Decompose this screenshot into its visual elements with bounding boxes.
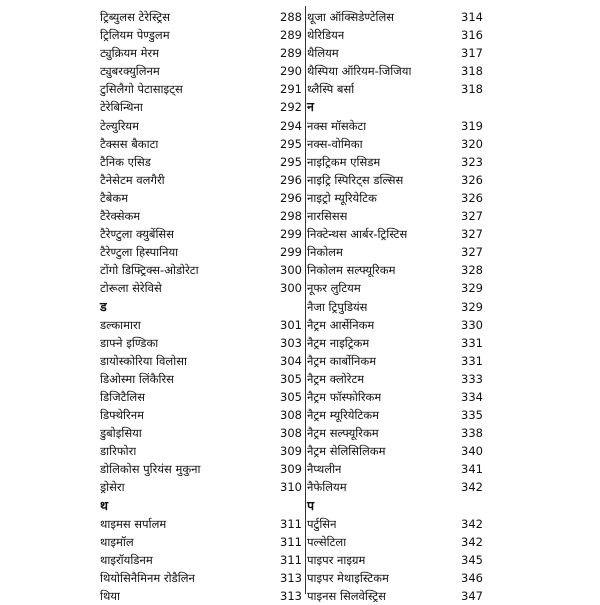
entry-term: ट्रिलियम पेण्डुलम (100, 28, 170, 43)
entry-term: पाइनस सिलवेस्ट्रिस (307, 589, 386, 603)
index-entry (100, 587, 302, 605)
entry-page-number: 333 (461, 371, 483, 386)
entry-page-number: 288 (280, 10, 302, 24)
entry-page-number: 311 (280, 534, 302, 549)
entry-term: नैट्रम कार्बोनिकम (307, 353, 377, 368)
index-entry (307, 515, 485, 533)
entry-term: नाइट्रो म्यूरियेटिक (307, 190, 377, 205)
index-entry (100, 515, 302, 533)
entry-term: नक्स-वोमिका (307, 136, 363, 151)
index-entry (307, 424, 485, 442)
entry-page-number: 290 (280, 64, 302, 79)
entry-page-number: 318 (461, 64, 483, 79)
index-entry (307, 569, 485, 587)
index-entry (100, 117, 302, 135)
entry-page-number: 311 (280, 516, 302, 531)
entry-term: थिया (100, 589, 120, 603)
entry-term: टोंगो डिफ्ट्रिक्स-ओडोरेटा (100, 263, 199, 278)
index-entry (100, 442, 302, 460)
entry-term: टेरेबिन्थिना (100, 100, 143, 115)
index-entry (307, 171, 485, 189)
entry-term: डायोस्कोरिया विलोसा (100, 353, 187, 368)
entry-term: नक्स मॉसकेटा (307, 118, 367, 133)
index-entry (100, 189, 302, 207)
entry-page-number: 300 (280, 263, 302, 278)
index-entry (100, 98, 302, 116)
index-entry (100, 406, 302, 424)
entry-page-number: 335 (461, 408, 483, 423)
entry-term: नाइट्रि स्पिरिट्स डल्सिस (307, 172, 404, 187)
entry-page-number: 342 (461, 516, 483, 531)
index-entry (307, 478, 485, 496)
entry-page-number: 338 (461, 426, 483, 441)
entry-term: टैबेकम (100, 190, 129, 205)
entry-page-number: 303 (280, 335, 302, 350)
entry-page-number: 329 (461, 281, 483, 296)
index-entry (100, 261, 302, 279)
index-entry (307, 370, 485, 388)
index-entry (307, 153, 485, 171)
entry-page-number: 342 (461, 534, 483, 549)
entry-term: नैट्रम नाइट्रिकम (307, 335, 370, 350)
entry-term: डिफ्थेरिनम (100, 408, 144, 423)
entry-term: टुसिलैगो पेटासाइट्स (100, 82, 183, 97)
entry-page-number: 310 (280, 480, 302, 495)
entry-term: डाफ्ने इण्डिका (100, 335, 159, 350)
index-entry (307, 225, 485, 243)
index-entry (100, 26, 302, 44)
entry-term: थैस्पिया ऑरियम-जिजिया (307, 64, 412, 79)
entry-term: निकोलम सल्फ्यूरिकम (307, 263, 396, 278)
entry-term: पल्सेटिला (307, 534, 347, 549)
section-letter-heading: प (307, 497, 315, 513)
index-entry (307, 44, 485, 62)
index-entry (100, 334, 302, 352)
entry-term: ट्रिब्युलस टेरेस्ट्रिस (100, 10, 171, 24)
index-entry (307, 533, 485, 551)
entry-page-number: 316 (461, 28, 483, 43)
entry-page-number: 340 (461, 444, 483, 459)
index-entry (100, 460, 302, 478)
index-entry (307, 279, 485, 297)
entry-page-number: 308 (280, 426, 302, 441)
entry-page-number: 309 (280, 462, 302, 477)
index-entry (307, 298, 485, 316)
index-entry (100, 153, 302, 171)
index-entry (100, 80, 302, 98)
entry-page-number: 329 (461, 299, 483, 314)
index-entry (100, 370, 302, 388)
entry-page-number: 314 (461, 10, 483, 24)
entry-term: पर्टुसिन (307, 516, 337, 531)
entry-page-number: 326 (461, 172, 483, 187)
entry-page-number: 327 (461, 227, 483, 242)
entry-term: ट्युबरक्युलिनम (100, 64, 160, 79)
index-entry (307, 406, 485, 424)
entry-page-number: 301 (280, 317, 302, 332)
index-entry (100, 388, 302, 406)
entry-page-number: 299 (280, 245, 302, 260)
entry-term: नैजा ट्रिपुडियंस (307, 299, 368, 314)
index-entry (307, 334, 485, 352)
index-entry (100, 135, 302, 153)
entry-term: थैलियम (307, 46, 339, 61)
section-letter-heading: ड (100, 298, 107, 314)
index-entry (100, 316, 302, 334)
index-entry (100, 352, 302, 370)
entry-page-number: 289 (280, 46, 302, 61)
entry-term: नैफेलियम (307, 480, 347, 495)
entry-page-number: 292 (280, 100, 302, 115)
entry-page-number: 291 (280, 82, 302, 97)
entry-term: पाइपर मेथाइस्टिकम (307, 570, 389, 585)
index-entry (100, 279, 302, 297)
index-entry (307, 135, 485, 153)
entry-term: ड्रोसेरा (100, 480, 125, 495)
index-entry (100, 243, 302, 261)
entry-page-number: 308 (280, 408, 302, 423)
index-entry (100, 551, 302, 569)
column-divider (305, 6, 306, 594)
index-entry (100, 207, 302, 225)
entry-page-number: 294 (280, 118, 302, 133)
entry-term: पाइपर नाइग्रम (307, 552, 366, 567)
entry-term: नैट्रम आर्सेनिकम (307, 317, 375, 332)
entry-term: नाइट्रिकम एसिडम (307, 154, 381, 169)
entry-term: डिओस्मा लिंकैरिस (100, 371, 174, 386)
entry-page-number: 317 (461, 46, 483, 61)
entry-term: नैट्रम म्यूरियेटिकम (307, 408, 379, 423)
entry-term: नूफर लुटियम (307, 281, 361, 296)
index-entry (100, 8, 302, 26)
entry-term: थाइमॉल (100, 534, 134, 549)
entry-page-number: 341 (461, 462, 483, 477)
entry-term: डिजिटैलिस (100, 389, 145, 404)
index-entry (307, 261, 485, 279)
entry-page-number: 345 (461, 552, 483, 567)
entry-term: टैनिक एसिड (100, 154, 151, 169)
index-entry (307, 551, 485, 569)
index-entry (307, 388, 485, 406)
entry-term: निकोलम (307, 245, 343, 260)
entry-page-number: 320 (461, 136, 483, 151)
entry-page-number: 328 (461, 263, 483, 278)
index-entry (100, 533, 302, 551)
entry-term: नैप्थलीन (307, 462, 342, 477)
index-entry (307, 207, 485, 225)
entry-page-number: 296 (280, 172, 302, 187)
entry-page-number: 330 (461, 317, 483, 332)
entry-term: नैट्रम सल्फ्यूरिकम (307, 426, 379, 441)
entry-page-number: 300 (280, 281, 302, 296)
index-entry (100, 44, 302, 62)
entry-page-number: 331 (461, 335, 483, 350)
entry-page-number: 318 (461, 82, 483, 97)
entry-term: टैरेण्टुला हिस्पानिया (100, 245, 179, 260)
entry-page-number: 346 (461, 570, 483, 585)
entry-term: टोरूला सेरेविसे (100, 281, 162, 296)
entry-page-number: 327 (461, 245, 483, 260)
entry-term: डोलिकोस पुरियंस मुकुना (100, 462, 201, 477)
entry-term: टैरेक्सेकम (100, 209, 141, 224)
entry-term: टेल्युरियम (100, 118, 139, 133)
entry-page-number: 305 (280, 371, 302, 386)
index-entry (307, 460, 485, 478)
entry-page-number: 347 (461, 589, 483, 603)
entry-term: नैट्रम क्लोरेटम (307, 371, 365, 386)
entry-term: डल्कामारा (100, 317, 141, 332)
index-entry (307, 243, 485, 261)
index-entry (307, 117, 485, 135)
entry-page-number: 304 (280, 353, 302, 368)
index-entry (307, 442, 485, 460)
index-entry (100, 569, 302, 587)
entry-page-number: 311 (280, 552, 302, 567)
section-letter-heading: न (307, 99, 314, 115)
entry-page-number: 342 (461, 480, 483, 495)
entry-term: थियोसिनैमिनम रोडैलिन (100, 570, 195, 585)
index-entry (100, 62, 302, 80)
entry-page-number: 331 (461, 353, 483, 368)
index-entry (100, 478, 302, 496)
index-entry (307, 316, 485, 334)
index-entry (307, 26, 485, 44)
entry-term: नैट्रम फॉस्फोरिकम (307, 389, 382, 404)
entry-page-number: 296 (280, 190, 302, 205)
entry-page-number: 326 (461, 190, 483, 205)
entry-page-number: 295 (280, 154, 302, 169)
index-entry (307, 189, 485, 207)
entry-term: डारिफोरा (100, 444, 137, 459)
entry-page-number: 299 (280, 227, 302, 242)
entry-term: निक्टेन्थस आर्बर-ट्रिस्टिस (307, 227, 408, 242)
index-entry (307, 8, 485, 26)
entry-page-number: 327 (461, 209, 483, 224)
entry-term: डुबोइसिया (100, 426, 142, 441)
index-entry (307, 80, 485, 98)
index-entry (307, 62, 485, 80)
entry-term: थाइमस सर्पालम (100, 516, 167, 531)
entry-term: थ्लैस्पि बर्सा (307, 82, 355, 97)
entry-term: ट्युक्रियम मेरम (100, 46, 160, 61)
entry-page-number: 295 (280, 136, 302, 151)
entry-page-number: 313 (280, 589, 302, 603)
index-entry (100, 171, 302, 189)
entry-page-number: 309 (280, 444, 302, 459)
index-entry (100, 424, 302, 442)
entry-page-number: 298 (280, 209, 302, 224)
index-entry (100, 225, 302, 243)
entry-page-number: 305 (280, 389, 302, 404)
entry-term: नैट्रम सेलिसिलिकम (307, 444, 386, 459)
entry-term: थाइरॉयडिनम (100, 552, 153, 567)
entry-term: थूजा ऑक्सिडेण्टेलिस (307, 10, 395, 24)
entry-term: थेरिडियन (307, 28, 345, 43)
index-column-left (100, 8, 302, 605)
entry-page-number: 313 (280, 570, 302, 585)
entry-page-number: 319 (461, 118, 483, 133)
entry-term: नारसिसस (307, 209, 348, 224)
index-column-right (307, 8, 485, 605)
entry-page-number: 334 (461, 389, 483, 404)
index-entry (307, 352, 485, 370)
section-letter-heading: थ (100, 497, 108, 513)
entry-page-number: 289 (280, 28, 302, 43)
index-entry (307, 587, 485, 605)
entry-page-number: 323 (461, 154, 483, 169)
entry-term: टैरेण्टुला क्युबेंसिस (100, 227, 174, 242)
entry-term: टैक्सस बैकाटा (100, 136, 159, 151)
entry-term: टैनेसेटम वलगैरी (100, 172, 165, 187)
